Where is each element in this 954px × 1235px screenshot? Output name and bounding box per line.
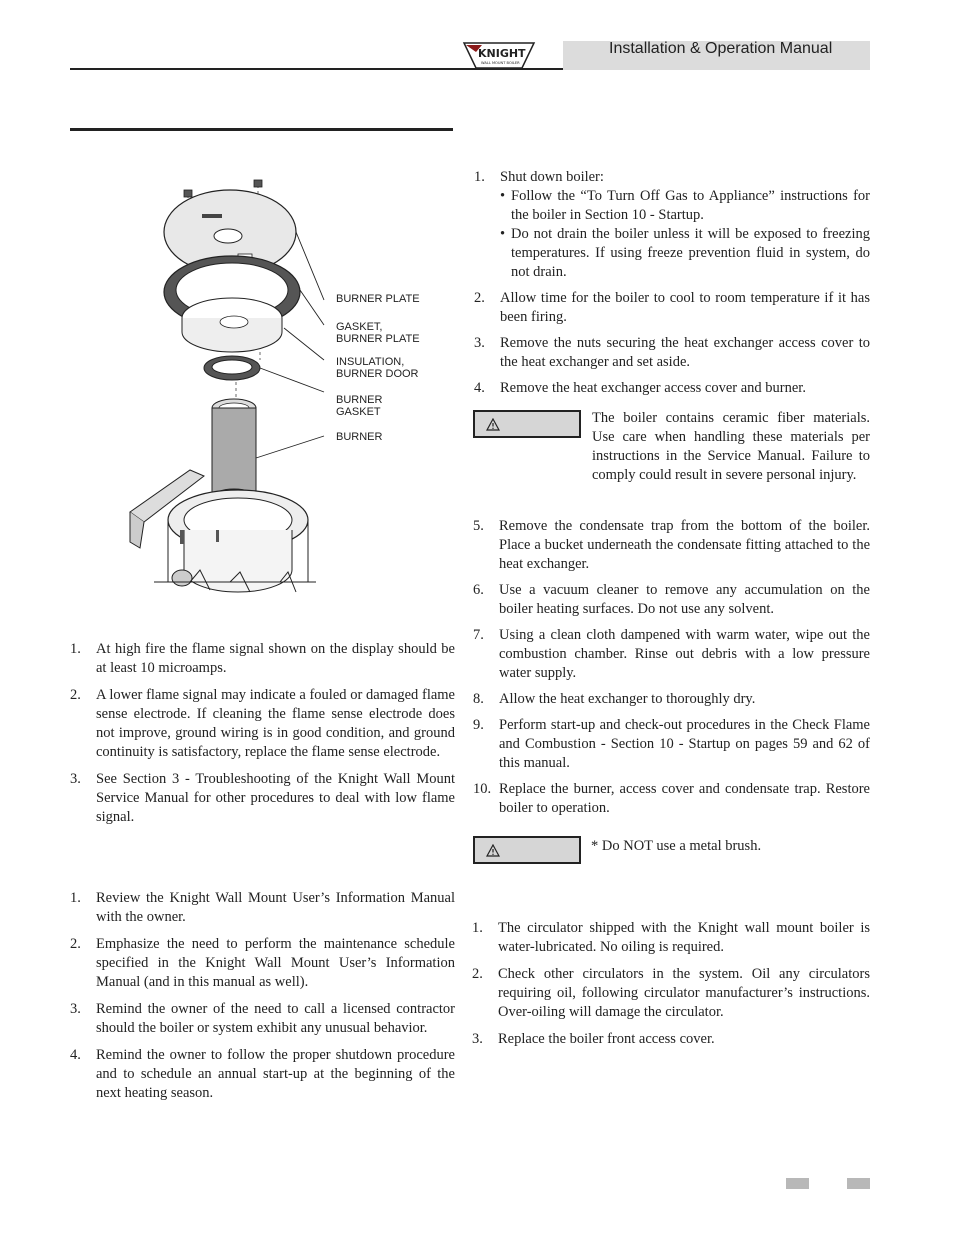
item-number: 5. — [473, 518, 484, 534]
item-text: Use a vacuum cleaner to remove any accumulation on the boiler heating surfaces. Do not use any solvent. — [499, 582, 870, 617]
list-item — [472, 919, 870, 957]
item-text: Emphasize the need to perform the maintenance schedule specified in the Knight Wall Mount User’s Information Manual (and in this manual as well). — [96, 936, 455, 990]
item-text: Remove the nuts securing the heat exchanger access cover to the heat exchanger and set aside. — [500, 335, 870, 370]
item-number: 4. — [70, 1047, 81, 1063]
list-item — [474, 379, 870, 398]
flame-signal-list — [70, 640, 455, 827]
item-text: Remove the heat exchanger access cover and burner. — [500, 380, 806, 396]
list-item — [473, 626, 870, 683]
list-item — [70, 640, 455, 678]
item-number: 2. — [70, 936, 81, 952]
item-number: 1. — [472, 920, 483, 936]
list-item — [70, 889, 455, 927]
label-burner: BURNER — [336, 431, 383, 443]
burner-exploded-figure — [120, 170, 460, 600]
label-burner-plate: BURNER PLATE — [336, 293, 420, 305]
item-number: 10. — [473, 781, 492, 797]
label-gasket-burner-plate: GASKET, BURNER PLATE — [336, 321, 420, 345]
list-item — [474, 289, 870, 327]
list-item — [70, 686, 455, 762]
list-item — [472, 1030, 870, 1049]
item-text: Review the Knight Wall Mount User’s Information Manual with the owner. — [96, 890, 455, 925]
circulator-list — [472, 919, 870, 1049]
list-item — [70, 1046, 455, 1103]
list-item — [473, 517, 870, 574]
heat-exchanger-cleaning-list — [474, 168, 870, 398]
list-item — [473, 581, 870, 619]
list-item — [70, 935, 455, 992]
list-item — [474, 168, 870, 282]
item-text: Remind the owner to follow the proper shutdown procedure and to schedule an annual start-up at the beginning of the next heating season. — [96, 1047, 455, 1101]
item-number: 1. — [70, 890, 81, 906]
owner-review-list — [70, 889, 455, 1103]
list-item — [473, 716, 870, 773]
heat-exchanger-cleaning-list-continued — [473, 517, 870, 818]
item-text: The circulator shipped with the Knight wall mount boiler is water-lubricated. No oiling is required. — [498, 920, 870, 955]
item-number: 3. — [70, 1001, 81, 1017]
warning-ceramic-fiber-text: The boiler contains ceramic fiber materials. Use care when handling these materials per instructions in the Service Manual. Failure to comply could result in severe personal injury. — [592, 410, 870, 483]
item-number: 2. — [474, 290, 485, 306]
item-number: 2. — [70, 687, 81, 703]
item-number: 7. — [473, 627, 484, 643]
warning-triangle-icon — [486, 418, 500, 431]
manual-title: Installation & Operation Manual — [609, 40, 833, 57]
footer-box — [786, 1178, 809, 1189]
item-text: Remove the condensate trap from the bottom of the boiler. Place a bucket underneath the condensate fitting attached to the heat exchanger. — [499, 518, 870, 572]
logo-text: KNIGHT — [478, 47, 526, 60]
item-text: Perform start-up and check-out procedures in the Check Flame and Combustion - Section 10 - Startup on pages 59 and 62 of this manual. — [499, 717, 870, 771]
item-text: Replace the burner, access cover and condensate trap. Restore boiler to operation. — [499, 781, 870, 816]
warning-metal-brush-text: * Do NOT use a metal brush. — [591, 838, 762, 854]
section-rule — [70, 128, 453, 131]
label-insulation-burner-door: INSULATION, BURNER DOOR — [336, 356, 419, 380]
item-number: 3. — [474, 335, 485, 351]
item-text: Shut down boiler: — [500, 169, 604, 185]
list-item — [472, 965, 870, 1022]
warning-triangle-icon — [486, 844, 500, 857]
bullet-text: Do not drain the boiler unless it will be exposed to freezing temperatures. If using freeze prevention fluid in system, do not drain. — [511, 226, 870, 280]
item-text: Using a clean cloth dampened with warm water, wipe out the combustion chamber. Rinse out debris with a low pressure water supply. — [499, 627, 870, 681]
item-number: 9. — [473, 717, 484, 733]
item-text: Allow the heat exchanger to thoroughly dry. — [499, 691, 756, 707]
bullet-text: Follow the “To Turn Off Gas to Appliance” instructions for the boiler in Section 10 - Startup. — [511, 188, 870, 223]
item-text: See Section 3 - Troubleshooting of the Knight Wall Mount Service Manual for other procedures to deal with low flame signal. — [96, 771, 455, 825]
item-text: Check other circulators in the system. Oil any circulators requiring oil, following circulator manufacturer’s instructions. Over-oiling will damage the circulator. — [498, 966, 870, 1020]
bullet-item: • Follow the “To Turn Off Gas to Appliance” instructions for the boiler in Section 10 - Startup. — [500, 188, 870, 223]
item-number: 2. — [472, 966, 483, 982]
item-number: 6. — [473, 582, 484, 598]
item-number: 1. — [70, 641, 81, 657]
item-text: Replace the boiler front access cover. — [498, 1031, 715, 1047]
label-burner-gasket: BURNER GASKET — [336, 394, 383, 418]
list-item — [474, 334, 870, 372]
footer-box — [847, 1178, 870, 1189]
item-number: 3. — [70, 771, 81, 787]
item-text: A lower flame signal may indicate a fouled or damaged flame sense electrode. If cleaning the flame sense electrode does not improve, ground wiring is in good condition, and ground continuity is satisfactory, replace the flame sense electrode. — [96, 687, 455, 760]
list-item — [473, 690, 870, 709]
item-number: 4. — [474, 380, 485, 396]
item-text: At high fire the flame signal shown on the display should be at least 10 microamps. — [96, 641, 455, 676]
item-number: 3. — [472, 1031, 483, 1047]
bullet-item: • Do not drain the boiler unless it will be exposed to freezing temperatures. If using freeze prevention fluid in system, do not drain. — [500, 226, 870, 280]
list-item — [70, 770, 455, 827]
item-text: Allow time for the boiler to cool to room temperature if it has been firing. — [500, 290, 870, 325]
logo-subtext: WALL MOUNT BOILER — [481, 61, 520, 65]
list-item — [473, 780, 870, 818]
item-number: 8. — [473, 691, 484, 707]
warning-label-box — [473, 836, 581, 864]
warning-label-box — [473, 410, 581, 438]
burner-diagram — [120, 170, 460, 600]
item-text: Remind the owner of the need to call a licensed contractor should the boiler or system exhibit any unusual behavior. — [96, 1001, 455, 1036]
knight-logo — [462, 40, 536, 70]
item-number: 1. — [474, 169, 485, 185]
list-item — [70, 1000, 455, 1038]
